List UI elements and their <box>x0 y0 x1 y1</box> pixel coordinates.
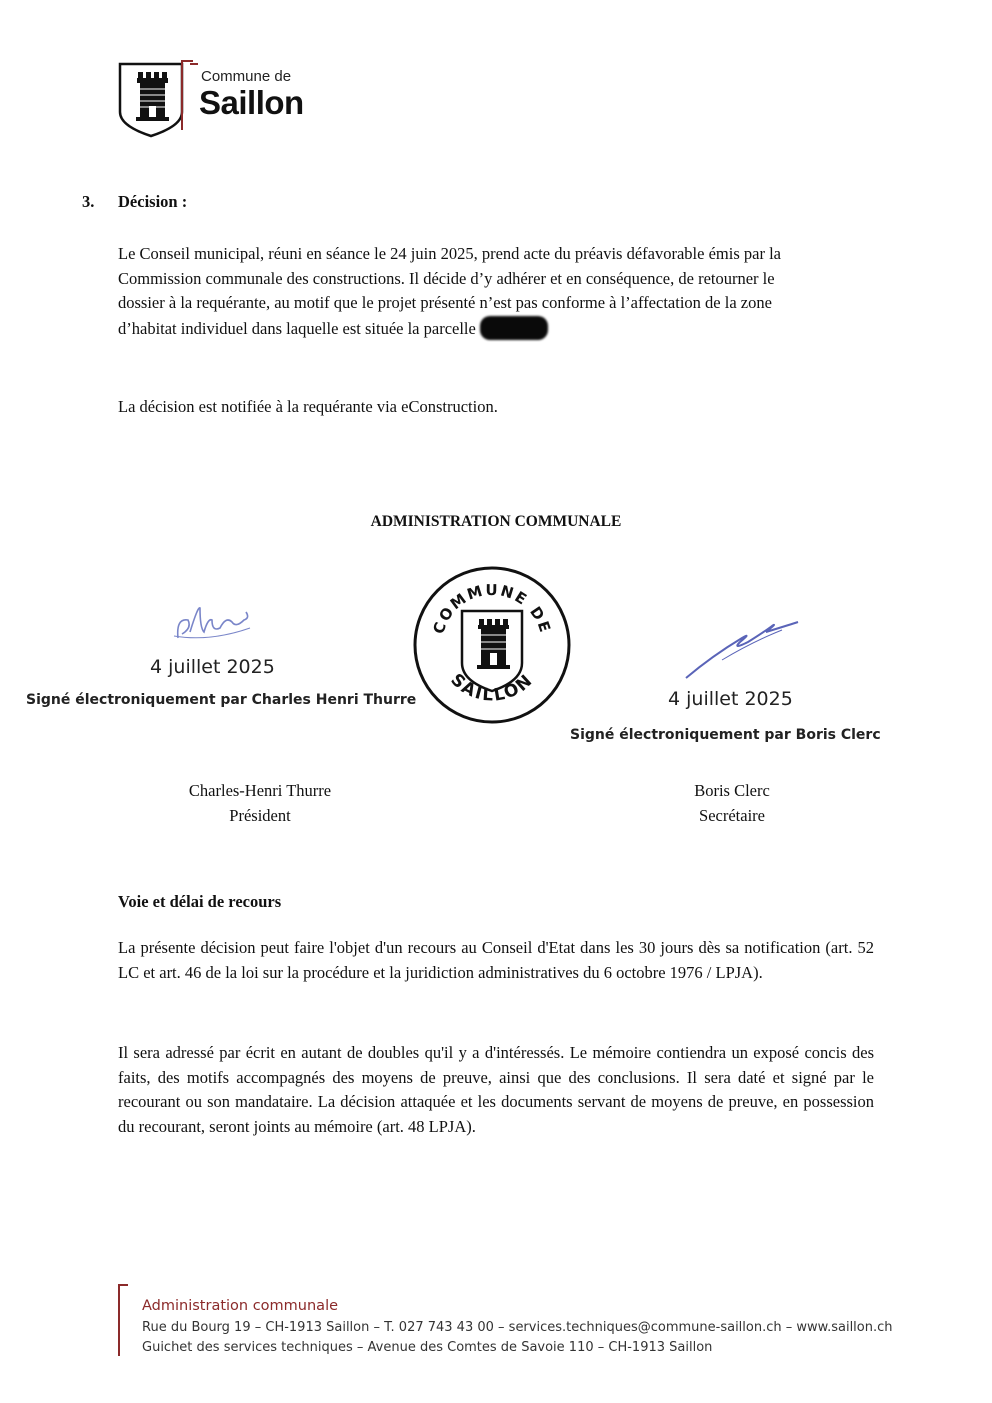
commune-stamp <box>412 563 572 728</box>
redaction-mark <box>480 316 548 340</box>
left-handwritten-signature <box>170 598 260 653</box>
recours-title: Voie et délai de recours <box>118 892 282 911</box>
right-signature-date: 4 juillet 2025 <box>668 688 793 710</box>
paragraph-line: d’habitat individuel dans laquelle est située la parcelle <box>118 318 476 338</box>
signatures-heading: ADMINISTRATION COMMUNALE <box>370 513 622 530</box>
castle-shield-icon <box>118 60 198 140</box>
recours-paragraph-2: Il sera adressé par écrit en autant de doubles qu'il y a d'intéressés. Le mémoire contiendra un exposé concis des faits, des motifs accompagnés des moyens de preuve, ainsi que des conclusions. Il sera daté et signé par le recourant ou son mandataire. La décision attaquée et les documents servant de moyens de preuve, en possession du recourant, seront joints au mémoire (art. 48 LPJA). <box>118 1043 874 1136</box>
footer-address-line: Guichet des services techniques – Avenue des Comtes de Savoie 110 – CH-1913 Saillon <box>142 1340 713 1355</box>
paragraph-line: Le Conseil municipal, réuni en séance le 24 juin 2025, prend acte du préavis défavorable émis par la <box>118 244 781 263</box>
logo-divider-top <box>181 60 193 62</box>
logo-divider <box>181 60 183 130</box>
notification-text: La décision est notifiée à la requérante via eConstruction. <box>118 397 498 416</box>
left-signatory-role: Président <box>229 805 291 825</box>
right-signatory-name: Boris Clerc <box>694 781 770 800</box>
left-signatory-name: Charles-Henri Thurre <box>188 781 332 800</box>
footer-contact-line: Rue du Bourg 19 – CH-1913 Saillon – T. 027 743 43 00 – services.techniques@commune-saillon.ch – www.saillon.ch <box>142 1320 893 1335</box>
paragraph-line: dossier à la requérante, au motif que le projet présenté n’est pas conforme à l’affectation de la zone <box>118 293 772 312</box>
paragraph-line: Commission communale des constructions. Il décide d’y adhérer et en conséquence, de retourner le <box>118 268 775 288</box>
logo-title: Saillon <box>199 84 304 121</box>
paragraph-line-last <box>118 316 878 342</box>
right-signatory-role: Secrétaire <box>699 805 765 825</box>
left-signature-date: 4 juillet 2025 <box>150 656 275 678</box>
footer-bar <box>118 1284 120 1356</box>
footer-bar-top <box>118 1284 128 1286</box>
footer-title: Administration communale <box>142 1298 339 1314</box>
recours-paragraph-1: La présente décision peut faire l'objet d'un recours au Conseil d'Etat dans les 30 jours dès sa notification (art. 52 LC et art. 46 de la loi sur la procédure et la juridiction administratives du 6 octobre 1976 / LPJA). <box>118 938 874 982</box>
left-signatory <box>160 779 360 828</box>
right-handwritten-signature <box>682 616 802 691</box>
stamp-top-text: COMMUNE DE <box>429 580 555 637</box>
right-signatory <box>632 779 832 828</box>
right-signature-line: Signé électroniquement par Boris Clerc <box>570 727 881 743</box>
section-number: 3. <box>82 192 95 211</box>
decision-paragraph <box>118 242 878 341</box>
section-title: Décision : <box>118 192 188 211</box>
logo-subtitle: Commune de <box>201 68 292 85</box>
left-signature-line: Signé électroniquement par Charles Henri Thurre <box>26 692 417 708</box>
stamp-bottom-text: SAILLON <box>446 669 538 706</box>
